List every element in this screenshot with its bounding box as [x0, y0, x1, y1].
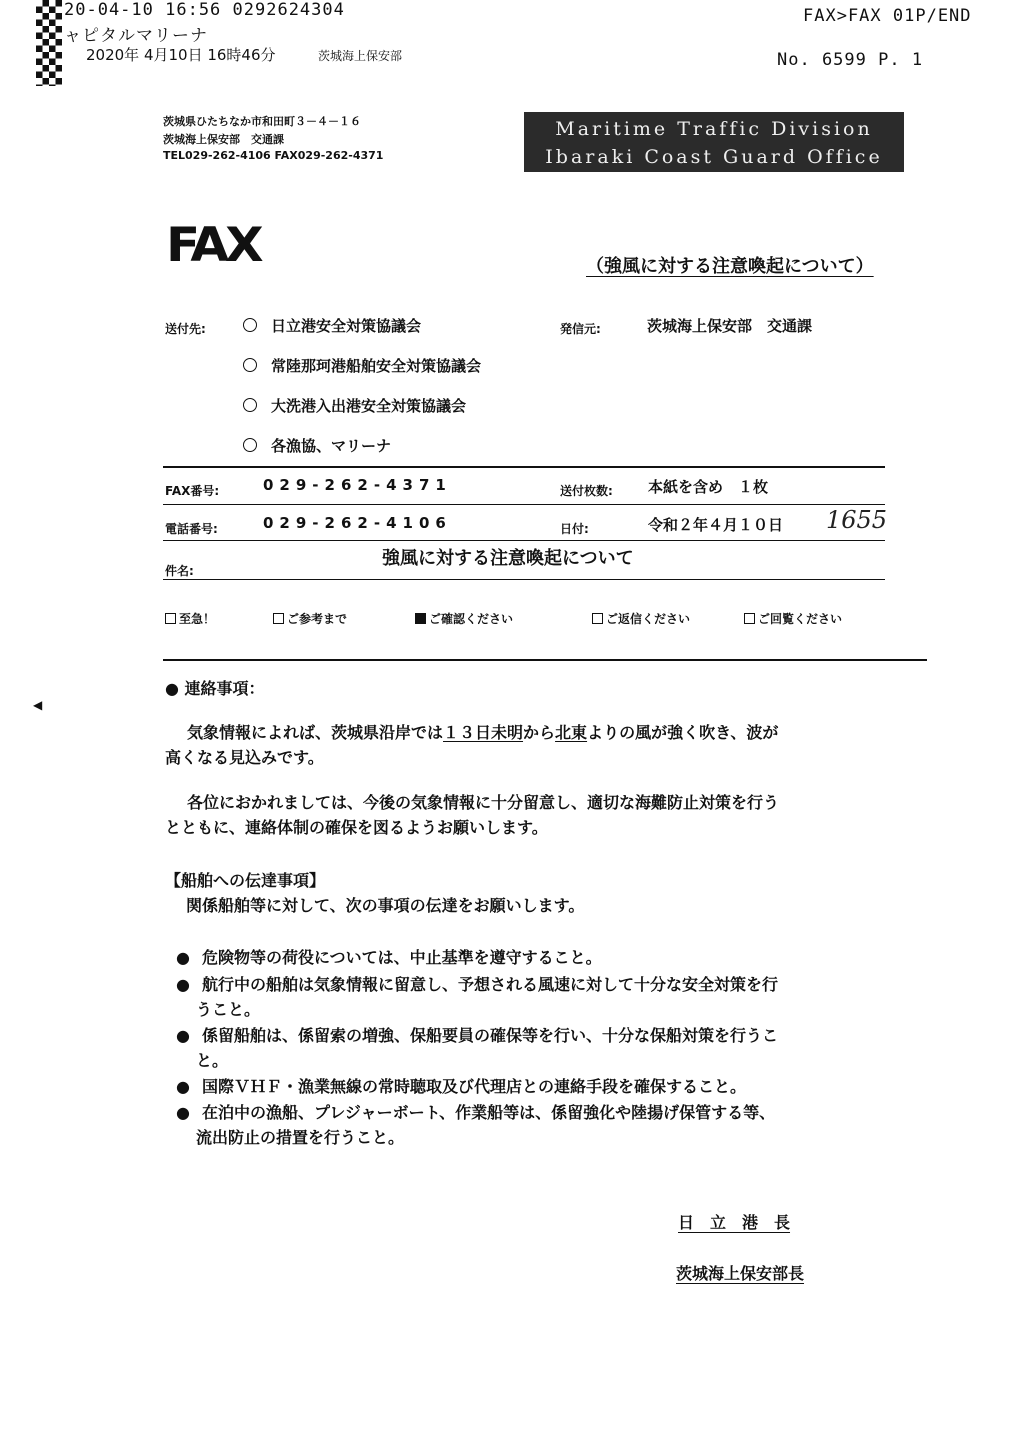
fax-number-page: No. 6599 P. 1 — [777, 50, 924, 70]
from-label: 発信元: — [560, 322, 601, 336]
pages-label: 送付枚数: — [560, 484, 613, 498]
notice-p2-line1: 各位におかれましては、今後の気象情報に十分留意し、適切な海難防止対策を行う — [187, 793, 780, 812]
banner-line1: Maritime Traffic Division — [555, 118, 873, 140]
phone-label: 電話番号: — [165, 522, 218, 536]
checkbox-icon — [592, 613, 603, 624]
circle-icon — [243, 438, 257, 452]
list-item: ● 国際ＶＨＦ・漁業無線の常時聴取及び代理店との連絡手段を確保すること。 — [176, 1077, 746, 1096]
pages-value: 本紙を含め １枚 — [648, 478, 769, 496]
sender-dept: 茨城海上保安部 交通課 — [163, 133, 284, 146]
bullet-icon: ● — [176, 1026, 190, 1045]
recipients-label: 送付先: — [165, 322, 206, 336]
ship-notice-intro: 関係船舶等に対して、次の事項の伝達をお願いします。 — [186, 896, 585, 915]
fax-edge-pattern — [36, 0, 62, 86]
divider — [163, 540, 885, 541]
bullet-icon: ● — [176, 948, 190, 967]
sender-tel-fax: TEL029-262-4106 FAX029-262-4371 — [163, 149, 384, 162]
recipient-item: 各漁協、マリーナ — [243, 435, 391, 456]
checkbox-urgent: 至急！ — [165, 610, 215, 627]
checkbox-reply: ご返信ください — [592, 610, 690, 627]
list-item: ● 係留船舶は、係留索の増強、保船要員の確保等を行い、十分な保船対策を行うこ — [176, 1026, 778, 1045]
signature-office-chief: 茨城海上保安部長 — [676, 1264, 805, 1283]
checkbox-reference: ご参考まで — [273, 610, 347, 627]
checkbox-confirm: ご確認ください — [415, 610, 513, 627]
circle-icon — [243, 318, 257, 332]
circle-icon — [243, 398, 257, 412]
fax-route: FAX>FAX 01P/END — [803, 6, 972, 26]
divider — [163, 579, 885, 580]
notice-p2-line2: とともに、連絡体制の確保を図るようお願いします。 — [165, 818, 548, 837]
sender-address: 茨城県ひたちなか市和田町３－４－１６ — [163, 115, 361, 128]
divider — [163, 659, 927, 661]
list-item-cont: と。 — [196, 1051, 229, 1070]
checkbox-icon — [273, 613, 284, 624]
phone-value: 029-262-4106 — [263, 514, 452, 532]
list-item: ● 危険物等の荷役については、中止基準を遵守すること。 — [176, 948, 602, 967]
fax-logo: FAX — [166, 217, 260, 273]
list-item-cont: うこと。 — [196, 1000, 261, 1019]
list-item-cont: 流出防止の措置を行うこと。 — [196, 1128, 405, 1147]
fax-number-value: 029-262-4371 — [263, 476, 452, 494]
subject-value: 強風に対する注意喚起について — [382, 548, 634, 569]
list-item: ● 在泊中の漁船、プレジャーボート、作業船等は、係留強化や陸揚げ保管する等、 — [176, 1103, 776, 1122]
checkbox-icon — [165, 613, 176, 624]
checkbox-checked-icon — [415, 613, 426, 624]
checkbox-circulate: ご回覧ください — [744, 610, 842, 627]
bullet-icon: ● — [176, 1077, 190, 1096]
from-value: 茨城海上保安部 交通課 — [647, 317, 813, 335]
handwritten-time: 1655 — [826, 506, 888, 534]
bullet-icon: ● — [176, 975, 190, 994]
notice-p1-line2: 高くなる見込みです。 — [165, 748, 324, 767]
notice-p1-line1: 気象情報によれば、茨城県沿岸では１３日未明から北東よりの風が強く吹き、波が — [187, 723, 779, 742]
notice-heading: ● 連絡事項： — [165, 679, 265, 698]
divider — [163, 466, 885, 468]
division-banner — [524, 112, 904, 172]
fax-header-line1: 20-04-10 16:56 0292624304 — [64, 0, 345, 20]
subject-label: 件名: — [165, 564, 194, 578]
date-value: 令和２年４月１０日 — [648, 516, 784, 534]
fax-header-date: 2020年 4月10日 16時46分 — [86, 46, 276, 64]
recipient-item: 日立港安全対策協議会 — [243, 315, 421, 336]
date-label: 日付: — [560, 522, 589, 536]
fax-header-line2: ャピタルマリーナ — [64, 26, 208, 46]
recipient-item: 大洗港入出港安全対策協議会 — [243, 395, 466, 416]
banner-line2: Ibaraki Coast Guard Office — [545, 146, 883, 168]
checkbox-icon — [744, 613, 755, 624]
fax-header-office: 茨城海上保安部 — [318, 49, 403, 63]
divider — [163, 504, 885, 505]
bullet-icon: ● — [176, 1103, 190, 1122]
signature-port-master: 日 立 港 長 — [678, 1213, 791, 1232]
ship-notice-heading: 【船舶への伝達事項】 — [165, 871, 326, 890]
left-arrow-mark: ◀ — [33, 698, 43, 712]
recipient-item: 常陸那珂港船舶安全対策協議会 — [243, 355, 481, 376]
circle-icon — [243, 358, 257, 372]
fax-number-label: FAX番号: — [165, 484, 220, 498]
list-item: ● 航行中の船舶は気象情報に留意し、予想される風速に対して十分な安全対策を行 — [176, 975, 778, 994]
document-title: （強風に対する注意喚起について） — [586, 256, 874, 277]
